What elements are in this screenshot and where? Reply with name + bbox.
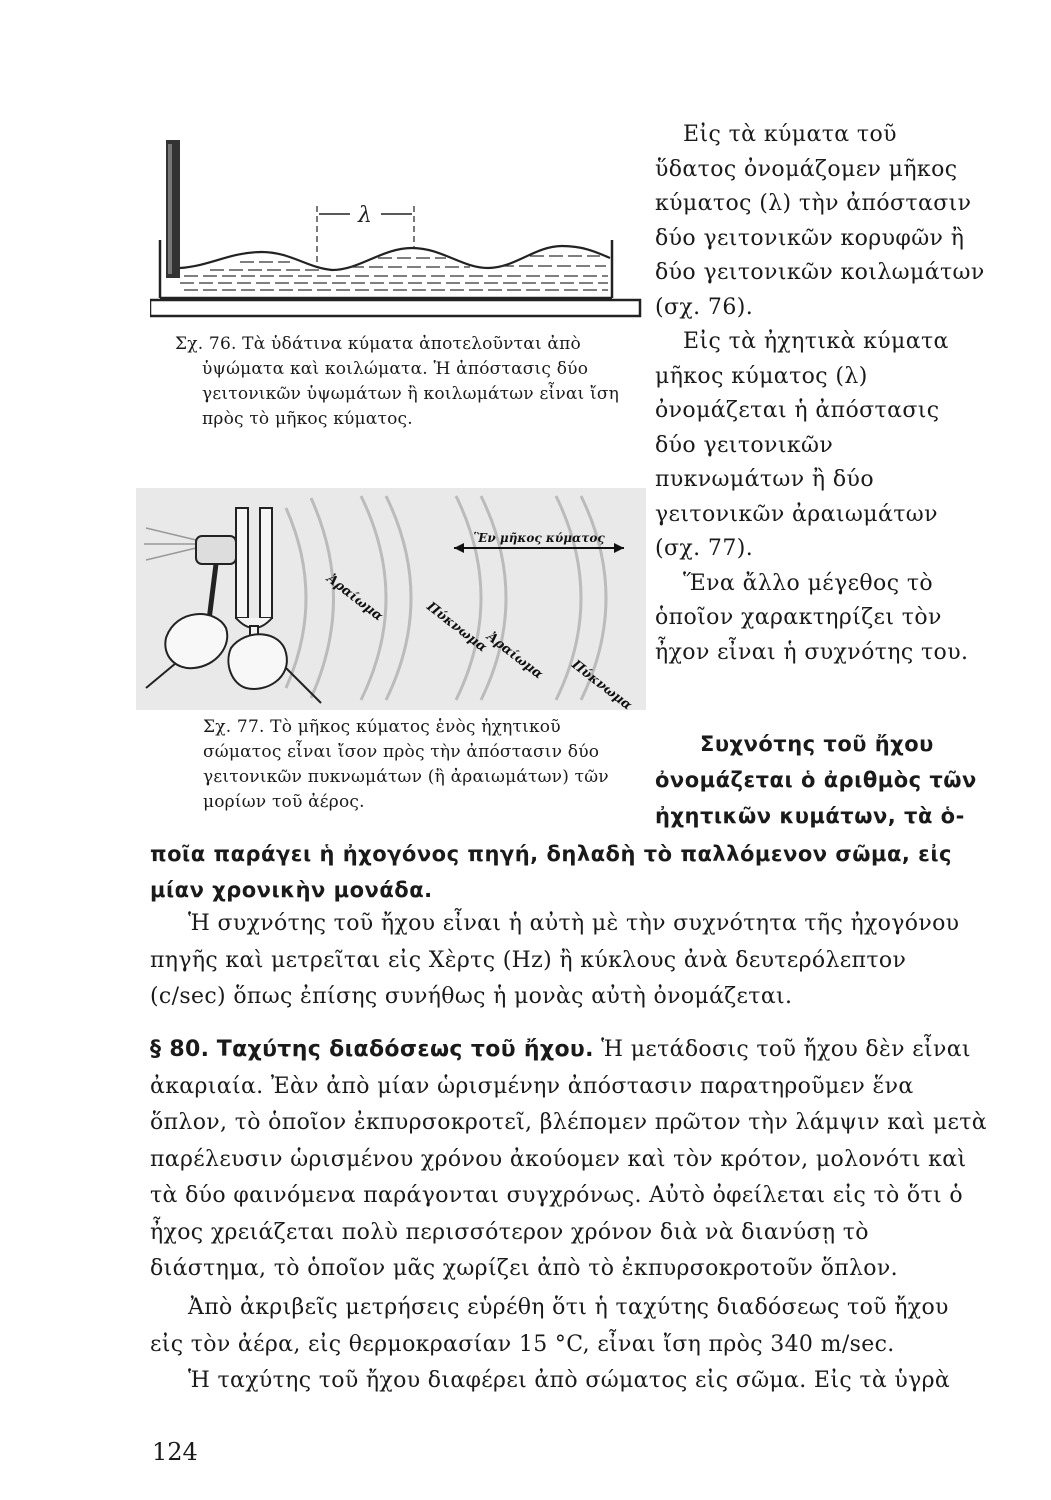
section-title: Ταχύτης διαδόσεως τοῦ ἤχου. [216, 1037, 594, 1062]
frequency-definition-part2: ποῖα παράγει ἡ ἠχογόνος πηγή, δηλαδὴ τὸ παλλόμενον σῶμα, εἰς μίαν χρονικὴν μονάδα. [150, 842, 953, 902]
paragraph-section-80 [150, 1032, 988, 1288]
tank-base [150, 300, 640, 316]
label-araioma-2: Ἀραίωμα [483, 629, 546, 683]
body-speed-of-sound [150, 1290, 988, 1400]
figure-76 [150, 140, 642, 330]
right-column-text [655, 118, 985, 670]
label-pyknoma-2: Πύκνωμα [568, 657, 635, 710]
section-text: Ἡ μετάδοσις τοῦ ἤχου δὲν εἶναι ἀκαριαία. Ἐὰν ἀπὸ μίαν ὡρισμένην ἀπόστασιν παρατηροῦμεν ἕνα ὅπλον, τὸ ὁποῖον ἐκπυρσοκροτεῖ, βλέπομεν πρῶτον τὴν λάμψιν καὶ μετὰ παρέλευσιν ὡρισμένου χρόνου ἀκούομεν καὶ τὸν κρότον, μολονότι καὶ τὰ δύο φαινόμενα παράγονται συγχρόνως. Αὐτὸ ὀφείλεται εἰς τὸ ὅτι ὁ ἦχος χρειάζεται πολὺ περισσότερον χρόνον διὰ νὰ διανύσῃ τὸ διάστημα, τὸ ὁποῖον μᾶς χωρίζει ἀπὸ τὸ ἐκπυρσοκροτοῦν ὅπλον. [150, 1037, 987, 1281]
figure-77-caption: Σχ. 77. Τὸ μῆκος κύματος ἑνὸς ἠχητικοῦ σώματος εἶναι ἴσον πρὸς τὴν ἀπόστασιν δύο γειτονικῶν πυκνωμάτων (ἢ ἀραιωμάτων) τῶν μορίων τοῦ ἀέρος. [203, 717, 609, 812]
lambda-label: λ [358, 203, 372, 228]
water-hatching [180, 256, 608, 290]
paragraph-frequency-intro: Ἕνα ἄλλο μέγεθος τὸ ὁποῖον χαρακτηρίζει τὸν ἦχον εἶναι ἡ συχνότης του. [655, 570, 969, 665]
paragraph-frequency-units: Ἡ συχνότης τοῦ ἤχου εἶναι ἡ αὐτὴ μὲ τὴν συχνότητα τῆς ἠχογόνου πηγῆς καὶ μετρεῖται εἰς Χὲρτς (Hz) ἢ κύκλους ἀνὰ δευτερόλεπτον (c/sec) ὅπως ἐπίσης συνήθως ἡ μονὰς αὐτὴ ὀνομάζεται. [150, 911, 960, 1009]
section-number: § 80. [150, 1037, 210, 1062]
label-araioma-1: Ἀραίωμα [323, 571, 386, 625]
paragraph-speed-varies: Ἡ ταχύτης τοῦ ἤχου διαφέρει ἀπὸ σώματος εἰς σῶμα. Εἰς τὰ ὑγρὰ [188, 1368, 951, 1393]
frequency-definition-part1: Συχνότης τοῦ ἤχου ὀνομάζεται ὁ ἀριθμὸς τῶν ἠχητικῶν κυμάτων, τὰ ὁ- [655, 732, 977, 828]
paragraph-water-wavelength: Εἰς τὰ κύματα τοῦ ὕδατος ὀνομάζομεν μῆκος κύματος (λ) τὴν ἀπόστασιν δύο γειτονικῶν κορυφῶν ἢ δύο γειτονικῶν κοιλωμάτων (σχ. 76). [655, 122, 985, 320]
section-80 [150, 1032, 988, 1288]
right-hand [228, 634, 286, 689]
label-pyknoma-1: Πύκνωμα [423, 599, 490, 656]
paragraph-speed-measurement: Ἀπὸ ἀκριβεῖς μετρήσεις εὑρέθη ὅτι ἡ ταχύτης διαδόσεως τοῦ ἤχου εἰς τὸν ἀέρα, εἰς θερμοκρασίαν 15 °C, εἶναι ἴση πρὸς 340 m/sec. [150, 1295, 949, 1357]
water-wave-illustration [150, 140, 642, 330]
tuning-fork-illustration [136, 488, 646, 710]
page-number: 124 [152, 1438, 198, 1466]
paragraph-sound-wavelength: Εἰς τὰ ἠχητικὰ κύματα μῆκος κύματος (λ) ὀνομάζεται ἡ ἀπόστασις δύο γειτονικῶν πυκνωμάτων ἢ δύο γειτονικῶν ἀραιωμάτων (σχ. 77). [655, 329, 949, 561]
figure-77 [136, 488, 646, 710]
wavelength-label: Ἓν μῆκος κύματος [473, 531, 605, 545]
figure-76-caption: Σχ. 76. Τὰ ὑδάτινα κύματα ἀποτελοῦνται ἀπὸ ὑψώματα καὶ κοιλώματα. Ἡ ἀπόστασις δύο γειτονικῶν ὑψωμάτων ἢ κοιλωμάτων εἶναι ἴση πρὸς τὸ μῆκος κύματος. [175, 334, 620, 429]
body-frequency-units [150, 906, 988, 1016]
